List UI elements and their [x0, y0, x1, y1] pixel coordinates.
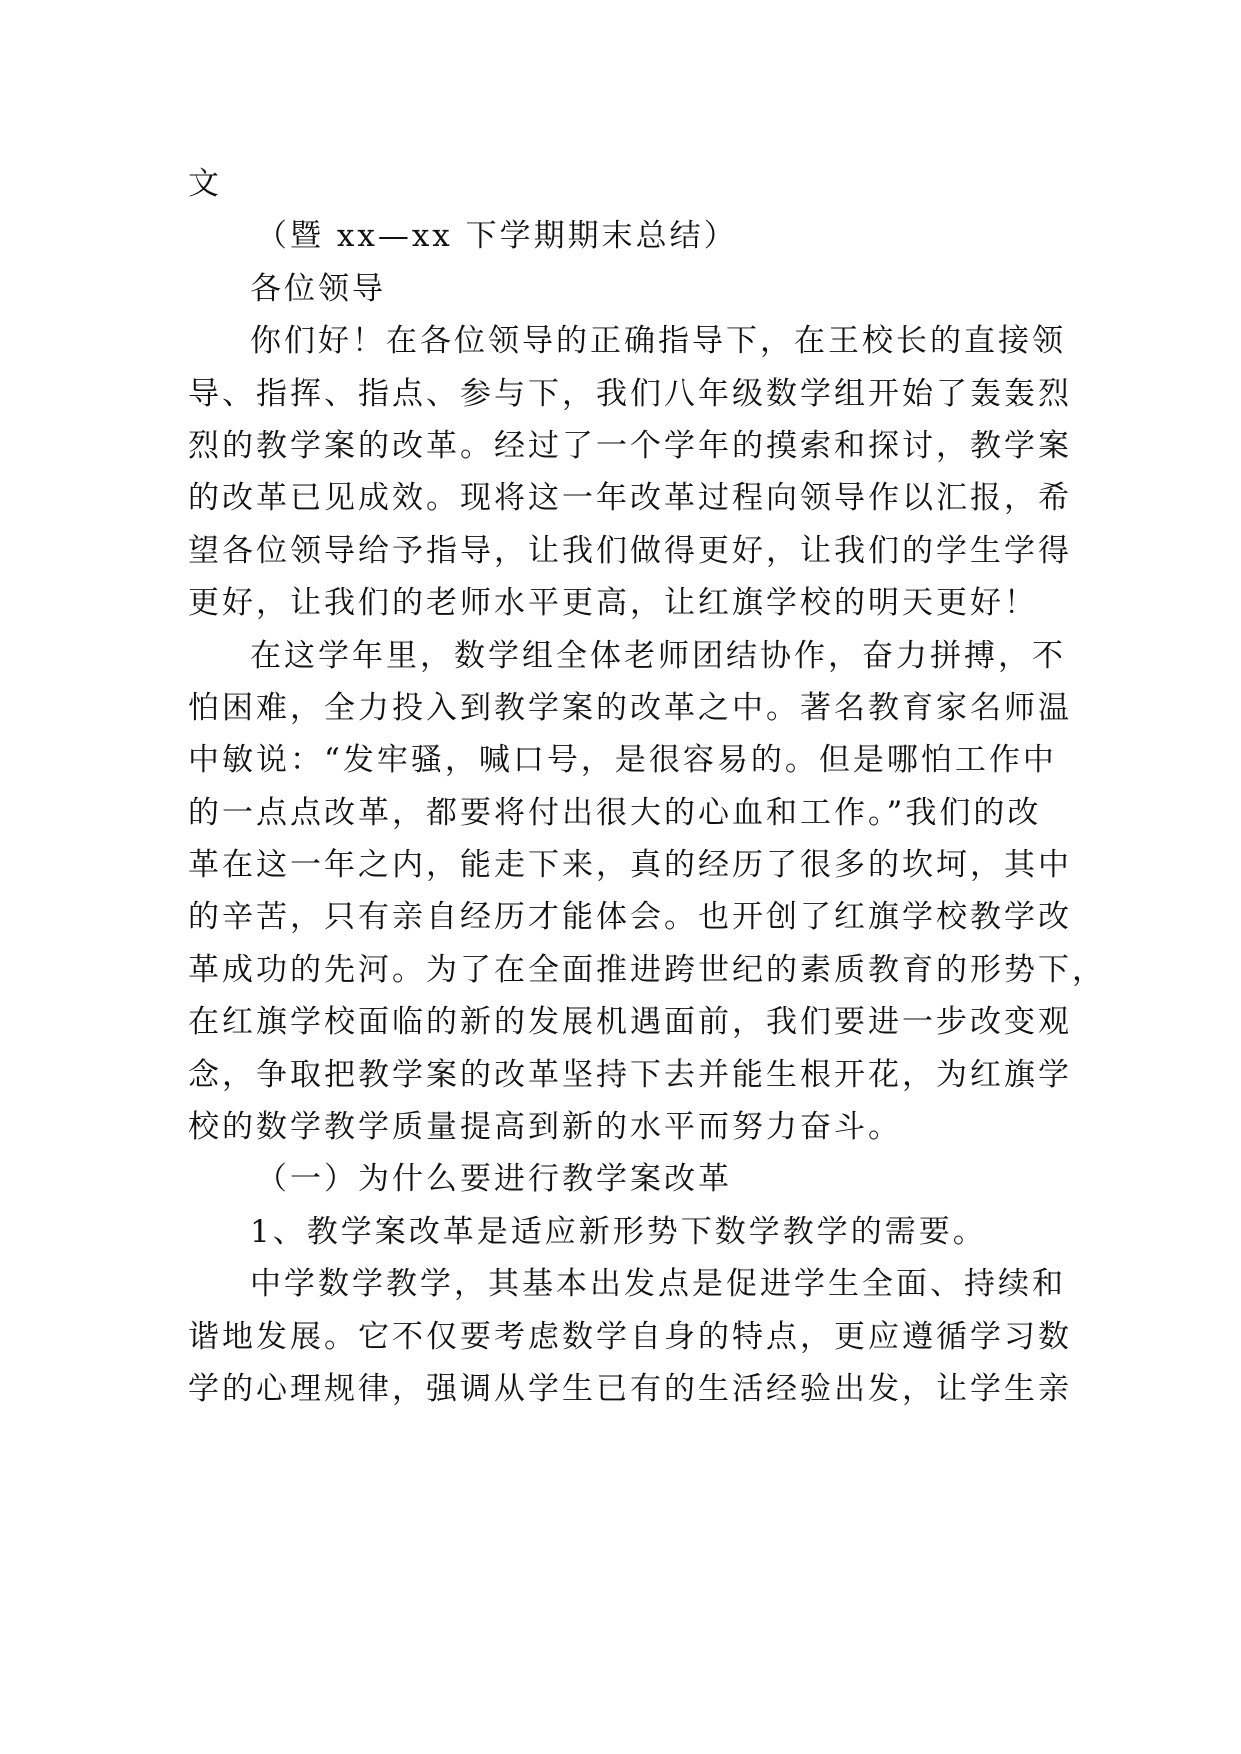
paragraph-line: 的改革已见成效。现将这一年改革过程向领导作以汇报，希: [188, 480, 1072, 517]
paragraph-line: 的辛苦，只有亲自经历才能体会。也开创了红旗学校教学改: [188, 899, 1072, 936]
subsection-heading: 1、教学案改革是适应新形势下数学教学的需要。: [250, 1213, 987, 1250]
paragraph-line: 念，争取把教学案的改革坚持下去并能生根开花，为红旗学: [188, 1056, 1072, 1093]
paragraph-line: 在红旗学校面临的新的发展机遇面前，我们要进一步改变观: [188, 1004, 1072, 1041]
paragraph-line: 你们好！在各位领导的正确指导下，在王校长的直接领: [250, 323, 1066, 360]
paragraph-line: 校的数学教学质量提高到新的水平而努力奋斗。: [188, 1109, 902, 1146]
document-body: [188, 158, 1106, 1415]
paragraph-line: 革成功的先河。为了在全面推进跨世纪的素质教育的形势下，: [188, 951, 1106, 988]
section-heading: （一）为什么要进行教学案改革: [256, 1161, 732, 1198]
paragraph-line: 怕困难，全力投入到教学案的改革之中。著名教育家名师温: [188, 689, 1072, 726]
paragraph-line: 在这学年里，数学组全体老师团结协作，奋力拼搏，不: [250, 637, 1066, 674]
paragraph-line: 更好，让我们的老师水平更高，让红旗学校的明天更好！: [188, 585, 1038, 622]
paragraph-line: 中敏说：“发牢骚，喊口号，是很容易的。但是哪怕工作中: [188, 742, 1057, 779]
paragraph-line: 的一点点改革，都要将付出很大的心血和工作。”我们的改: [188, 794, 1042, 831]
paragraph-line: 中学数学教学，其基本出发点是促进学生全面、持续和: [250, 1266, 1066, 1303]
paragraph-line: 烈的教学案的改革。经过了一个学年的摸索和探讨，教学案: [188, 427, 1072, 464]
salutation-line: 各位领导: [250, 270, 386, 307]
paragraph-line: 望各位领导给予指导，让我们做得更好，让我们的学生学得: [188, 532, 1072, 569]
paragraph-line: 谐地发展。它不仅要考虑数学自身的特点，更应遵循学习数: [188, 1318, 1072, 1355]
paragraph-line: 学的心理规律，强调从学生已有的生活经验出发，让学生亲: [188, 1370, 1072, 1407]
subtitle-line: （暨 xx—xx 下学期期末总结）: [256, 218, 738, 255]
text-line: 文: [188, 166, 222, 202]
paragraph-line: 导、指挥、指点、参与下，我们八年级数学组开始了轰轰烈: [188, 375, 1072, 412]
paragraph-line: 革在这一年之内，能走下来，真的经历了很多的坎坷，其中: [188, 847, 1072, 884]
